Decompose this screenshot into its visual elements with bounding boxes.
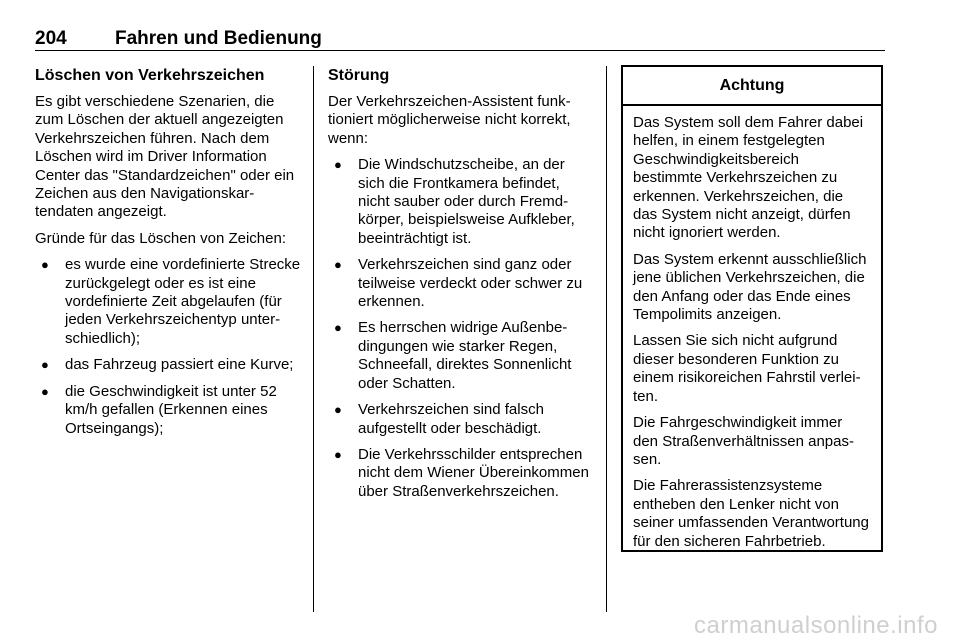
list-item: ● Verkehrszeichen sind falsch aufgestellt oder beschädigt. xyxy=(328,401,593,438)
column-1 xyxy=(35,66,303,446)
list-item: ● Verkehrszeichen sind ganz oder teilweise verdeckt oder schwer zu erkennen. xyxy=(328,256,593,311)
list-item: ● es wurde eine vordefinierte Strecke zurückgelegt oder es ist eine vordefinierte Zeit abgelaufen (für jeden Verkehrszeichentyp unterschiedlich); xyxy=(35,256,303,348)
warning-paragraph: Die Fahrgeschwindigkeit immer den Straßenverhältnissen anpassen. xyxy=(633,414,854,468)
warning-paragraph: Die Fahrerassistenzsysteme entheben den Lenker nicht von seiner umfassenden Verantwortung für den sicheren Fahrbetrieb. xyxy=(633,477,869,550)
column-divider xyxy=(606,66,607,612)
list-item: ● Die Verkehrsschilder entsprechen nicht dem Wiener Übereinkommen über Straßenverkehrszeichen. xyxy=(328,446,593,501)
bullet-list xyxy=(35,256,303,438)
section-heading-stoerung: Störung xyxy=(328,67,390,84)
warning-box xyxy=(621,65,883,552)
paragraph: Es gibt verschiedene Szenarien, die zum Löschen der aktuell angezeigten Verkehrszeichen führen. Nach dem Löschen wird im Driver Information Center das "Standardzeichen" oder ein Zeichen aus den Navigationskartendaten angezeigt. xyxy=(35,93,295,221)
list-item: ● Die Windschutzscheibe, an der sich die Frontkamera befindet, nicht sauber oder durch Fremdkörper, beispielsweise Aufkleber, beeinträchtigt ist. xyxy=(328,156,593,248)
column-2 xyxy=(328,66,593,509)
running-title: Fahren und Bedienung xyxy=(115,28,322,49)
warning-paragraph: Das System soll dem Fahrer dabei helfen, in einem festgelegten Geschwindigkeitsbereich bestimmte Verkehrszeichen zu erkennen. Verkehrszeichen, die das System nicht anzeigt, dürfen nicht ignoriert werden. xyxy=(633,114,864,242)
warning-body xyxy=(623,106,881,551)
paragraph: Gründe für das Löschen von Zeichen: xyxy=(35,229,286,247)
warning-paragraph: Das System erkennt ausschließlich jene üblichen Verkehrszeichen, die den Anfang oder das Ende eines Tempolimits anzeigen. xyxy=(633,250,867,324)
watermark: carmanualsonline.info xyxy=(694,612,938,639)
warning-title: Achtung xyxy=(623,67,881,106)
warning-paragraph: Lassen Sie sich nicht aufgrund dieser besonderen Funktion zu einem risikoreichen Fahrstil verleiten. xyxy=(633,332,861,405)
list-item: ● das Fahrzeug passiert eine Kurve; xyxy=(35,356,303,374)
bullet-list xyxy=(328,156,593,501)
paragraph: Der Verkehrszeichen-Assistent funktioniert möglicherweise nicht korrekt, wenn: xyxy=(328,93,571,147)
list-item: ● die Geschwindigkeit ist unter 52 km/h gefallen (Erkennen eines Ortseingangs); xyxy=(35,383,303,438)
section-heading-loeschen: Löschen von Verkehrszeichen xyxy=(35,67,265,84)
list-item: ● Es herrschen widrige Außenbedingungen wie starker Regen, Schneefall, direktes Sonnenlicht oder Schatten. xyxy=(328,319,593,393)
page-number: 204 xyxy=(35,28,67,49)
page-header xyxy=(35,26,885,51)
column-divider xyxy=(313,66,314,612)
